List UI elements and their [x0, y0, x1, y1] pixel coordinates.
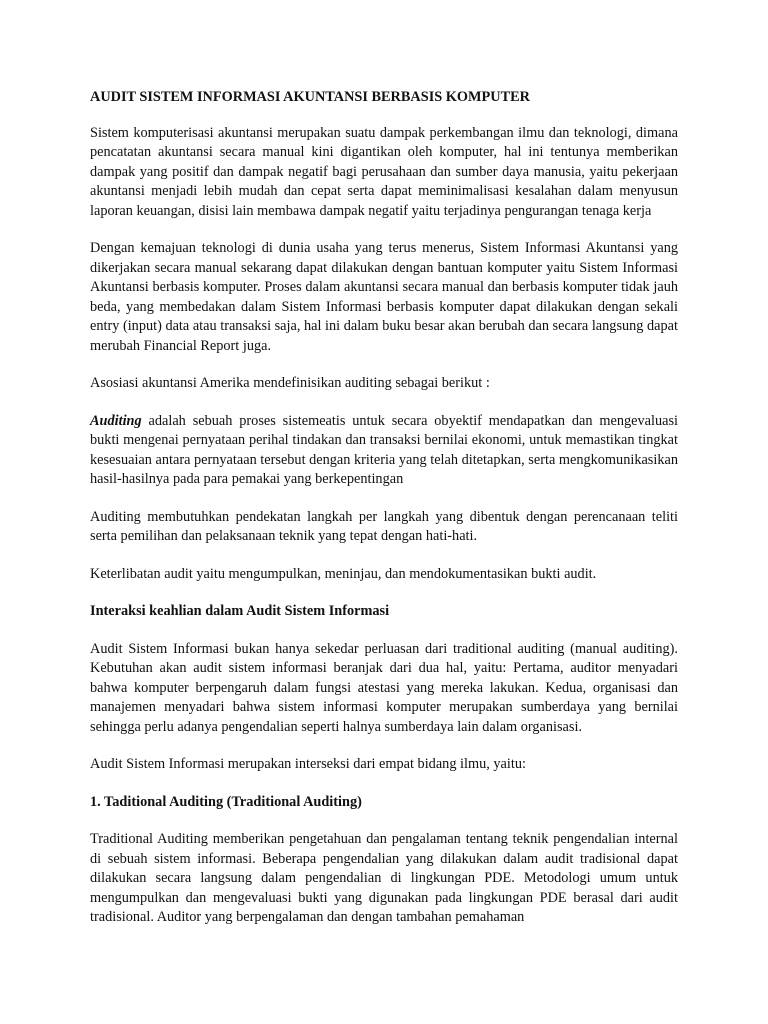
- definition-term: Auditing: [90, 412, 142, 429]
- paragraph: Auditing membutuhkan pendekatan langkah per langkah yang dibentuk dengan perencanaan teliti serta pemilihan dan pelaksanaan teknik yang tepat dengan hati-hati.: [90, 508, 678, 544]
- definition-text: adalah sebuah proses sistemeatis untuk secara obyektif mendapatkan dan mengevaluasi bukti mengenai pernyataan perihal tindakan dan transaksi bernilai ekonomi, untuk memastikan tingkat kesesuaian antara pernyataan tersebut dengan kriteria yang telah ditetapkan, serta mengkomunikasikan hasil-hasilnya pada para pemakai yang berkepentingan: [90, 412, 678, 487]
- paragraph: Audit Sistem Informasi bukan hanya sekedar perluasan dari traditional auditing (manual auditing). Kebutuhan akan audit sistem informasi beranjak dari dua hal, yaitu: Pertama, auditor menyadari bahwa komputer berpengaruh dalam fungsi atestasi yang mereka lakukan. Kedua, organisasi dan manajemen menyadari bahwa sistem informasi komputer merupakan sumberdaya yang bernilai sehingga perlu adanya pengendalian seperti halnya sumberdaya lain dalam organisasi.: [90, 640, 678, 735]
- paragraph: Keterlibatan audit yaitu mengumpulkan, meninjau, dan mendokumentasikan bukti audit.: [90, 565, 597, 582]
- paragraph: Sistem komputerisasi akuntansi merupakan suatu dampak perkembangan ilmu dan teknologi, dimana pencatatan akuntansi secara manual kini digantikan oleh komputer, hal ini tentunya memberikan dampak yang positif dan dampak negatif bagi perusahaan dan sumber daya manusia, yaitu pekerjaan akuntansi menjadi lebih mudah dan cepat serta dapat meminimalisasi kesalahan dalam menyusun laporan keuangan, disisi lain membawa dampak negatif yaitu terjadinya pengurangan tenaga kerja: [90, 124, 678, 219]
- section-heading: 1. Taditional Auditing (Traditional Auditing): [90, 793, 362, 810]
- paragraph: Audit Sistem Informasi merupakan interseksi dari empat bidang ilmu, yaitu:: [90, 756, 526, 772]
- paragraph: Dengan kemajuan teknologi di dunia usaha yang terus menerus, Sistem Informasi Akuntansi yang dikerjakan secara manual sekarang dapat dilakukan dengan bantuan komputer yaitu Sistem Informasi Akuntansi berbasis komputer. Proses dalam akuntansi secara manual dan berbasis komputer tidak jauh beda, yang membedakan dalam Sistem Informasi berbasis komputer dapat dilakukan dengan sekali entry (input) data atau transaksi saja, hal ini dalam buku besar akan berubah dan secara langsung dapat merubah Financial Report juga.: [90, 240, 678, 354]
- document-title: AUDIT SISTEM INFORMASI AKUNTANSI BERBASIS KOMPUTER: [90, 89, 530, 105]
- paragraph: Traditional Auditing memberikan pengetahuan dan pengalaman tentang teknik pengendalian internal di sebuah sistem informasi. Beberapa pengendalian yang dilakukan dalam audit tradisional dapat dilakukan secara langsung dalam pengendalian di lingkungan PDE. Metodologi umum untuk mengumpulkan dan mengevaluasi bukti yang digunakan pada lingkungan PDE berasal dari audit tradisional. Auditor yang berpengalaman dan dengan tambahan pemahaman: [90, 831, 678, 925]
- paragraph: Asosiasi akuntansi Amerika mendefinisikan auditing sebagai berikut :: [90, 375, 490, 391]
- document-page: [90, 88, 678, 946]
- section-heading: Interaksi keahlian dalam Audit Sistem Informasi: [90, 603, 390, 619]
- definition-paragraph: [90, 412, 678, 490]
